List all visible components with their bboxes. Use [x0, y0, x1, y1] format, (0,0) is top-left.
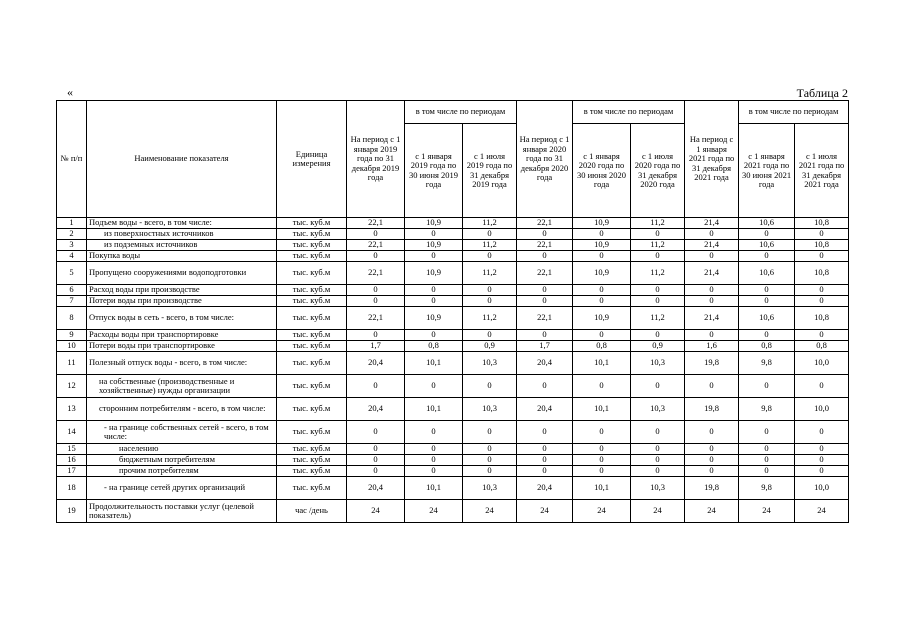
row-value: 0,8 — [573, 341, 631, 352]
row-value: 0 — [685, 285, 739, 296]
row-value: 10,6 — [739, 240, 795, 251]
row-value: 11,2 — [631, 262, 685, 285]
header-name: Наименование показателя — [87, 101, 277, 218]
row-value: 0 — [573, 421, 631, 444]
row-value: 0 — [739, 421, 795, 444]
row-number: 12 — [57, 375, 87, 398]
row-value: 0 — [573, 466, 631, 477]
row-value: 0,9 — [631, 341, 685, 352]
row-value: 0 — [405, 466, 463, 477]
row-number: 6 — [57, 285, 87, 296]
row-value: 0 — [347, 375, 405, 398]
row-value: 0 — [739, 375, 795, 398]
row-value: 0 — [795, 296, 849, 307]
row-value: 19,8 — [685, 352, 739, 375]
row-value: 10,9 — [573, 240, 631, 251]
row-unit: тыс. куб.м — [277, 307, 347, 330]
row-number: 1 — [57, 218, 87, 229]
row-value: 0 — [405, 229, 463, 240]
row-value: 10,1 — [405, 398, 463, 421]
row-value: 0 — [739, 455, 795, 466]
row-value: 0 — [685, 229, 739, 240]
row-value: 0 — [573, 455, 631, 466]
row-indicator-name: Потери воды при транспортировке — [87, 341, 277, 352]
row-value: 0 — [463, 444, 517, 455]
row-value: 21,4 — [685, 240, 739, 251]
water-balance-table — [56, 100, 849, 523]
row-value: 10,1 — [573, 352, 631, 375]
header-2021-total: На период с 1 января 2021 года по 31 декабря 2021 года — [685, 101, 739, 218]
row-value: 0 — [463, 421, 517, 444]
header-2020-h2: с 1 июля 2020 года по 31 декабря 2020 года — [631, 124, 685, 218]
row-value: 22,1 — [517, 262, 573, 285]
row-value: 0 — [405, 375, 463, 398]
row-value: 0 — [685, 466, 739, 477]
header-2019-h2: с 1 июля 2019 года по 31 декабря 2019 года — [463, 124, 517, 218]
row-value: 1,7 — [517, 341, 573, 352]
table-row — [57, 251, 849, 262]
row-value: 0 — [463, 330, 517, 341]
row-value: 10,9 — [573, 262, 631, 285]
row-number: 16 — [57, 455, 87, 466]
table-row — [57, 500, 849, 523]
row-value: 22,1 — [347, 307, 405, 330]
row-value: 0 — [517, 455, 573, 466]
header-unit: Единица измерения — [277, 101, 347, 218]
table-row — [57, 218, 849, 229]
row-number: 11 — [57, 352, 87, 375]
row-value: 1,6 — [685, 341, 739, 352]
row-value: 0 — [463, 251, 517, 262]
row-value: 10,3 — [463, 398, 517, 421]
row-value: 0 — [739, 444, 795, 455]
row-value: 0 — [739, 296, 795, 307]
row-number: 9 — [57, 330, 87, 341]
row-value: 10,8 — [795, 218, 849, 229]
row-number: 3 — [57, 240, 87, 251]
row-indicator-name: Подъем воды - всего, в том числе: — [87, 218, 277, 229]
row-value: 22,1 — [517, 218, 573, 229]
row-value: 0 — [795, 330, 849, 341]
row-value: 0 — [517, 251, 573, 262]
row-value: 10,0 — [795, 352, 849, 375]
row-value: 10,0 — [795, 398, 849, 421]
table-row — [57, 352, 849, 375]
row-indicator-name: - на границе собственных сетей - всего, в том числе: — [87, 421, 277, 444]
table-row — [57, 240, 849, 251]
row-value: 0 — [573, 296, 631, 307]
row-value: 0 — [347, 455, 405, 466]
row-value: 0 — [347, 251, 405, 262]
row-unit: тыс. куб.м — [277, 240, 347, 251]
row-value: 9,8 — [739, 477, 795, 500]
row-value: 0 — [795, 285, 849, 296]
row-value: 24 — [405, 500, 463, 523]
row-value: 24 — [685, 500, 739, 523]
row-value: 10,0 — [795, 477, 849, 500]
row-value: 0 — [573, 444, 631, 455]
table-caption: Таблица 2 — [796, 86, 848, 100]
row-indicator-name: бюджетным потребителям — [87, 455, 277, 466]
table-row — [57, 455, 849, 466]
row-value: 0 — [405, 296, 463, 307]
row-value: 0 — [347, 444, 405, 455]
row-value: 0 — [573, 285, 631, 296]
row-value: 0 — [405, 444, 463, 455]
row-unit: тыс. куб.м — [277, 398, 347, 421]
row-value: 22,1 — [347, 240, 405, 251]
row-value: 19,8 — [685, 398, 739, 421]
row-value: 0 — [347, 229, 405, 240]
row-value: 21,4 — [685, 218, 739, 229]
header-2021-h1: с 1 января 2021 года по 30 июня 2021 года — [739, 124, 795, 218]
row-value: 0 — [631, 444, 685, 455]
row-value: 10,9 — [405, 218, 463, 229]
row-value: 11,2 — [463, 240, 517, 251]
row-value: 22,1 — [517, 307, 573, 330]
row-value: 0 — [795, 251, 849, 262]
row-value: 0 — [517, 375, 573, 398]
row-value: 0 — [685, 444, 739, 455]
row-unit: тыс. куб.м — [277, 466, 347, 477]
row-value: 10,1 — [573, 477, 631, 500]
row-unit: тыс. куб.м — [277, 375, 347, 398]
row-value: 10,1 — [405, 477, 463, 500]
table-row — [57, 262, 849, 285]
row-value: 0 — [517, 444, 573, 455]
row-number: 14 — [57, 421, 87, 444]
row-indicator-name: Расходы воды при транспортировке — [87, 330, 277, 341]
row-value: 0 — [347, 421, 405, 444]
table-row — [57, 444, 849, 455]
row-value: 10,9 — [573, 307, 631, 330]
row-value: 10,6 — [739, 262, 795, 285]
row-value: 0 — [517, 285, 573, 296]
row-value: 10,8 — [795, 240, 849, 251]
row-value: 21,4 — [685, 307, 739, 330]
row-value: 0 — [739, 229, 795, 240]
row-value: 0 — [517, 421, 573, 444]
row-value: 0 — [685, 330, 739, 341]
row-value: 0 — [685, 251, 739, 262]
row-value: 11,2 — [463, 262, 517, 285]
row-value: 10,1 — [573, 398, 631, 421]
row-unit: тыс. куб.м — [277, 477, 347, 500]
row-value: 0 — [631, 330, 685, 341]
row-indicator-name: сторонним потребителям - всего, в том числе: — [87, 398, 277, 421]
row-value: 22,1 — [347, 218, 405, 229]
row-indicator-name: из подземных источников — [87, 240, 277, 251]
row-unit: тыс. куб.м — [277, 218, 347, 229]
row-value: 0 — [463, 375, 517, 398]
row-value: 0 — [405, 455, 463, 466]
row-value: 0 — [347, 466, 405, 477]
row-unit: тыс. куб.м — [277, 229, 347, 240]
table-header — [57, 101, 849, 218]
row-number: 15 — [57, 444, 87, 455]
table-row — [57, 285, 849, 296]
row-unit: тыс. куб.м — [277, 330, 347, 341]
header-num: № п/п — [57, 101, 87, 218]
row-value: 0 — [685, 455, 739, 466]
row-value: 24 — [631, 500, 685, 523]
row-value: 10,3 — [631, 398, 685, 421]
row-value: 11,2 — [463, 307, 517, 330]
row-value: 24 — [573, 500, 631, 523]
row-value: 0 — [463, 455, 517, 466]
row-unit: тыс. куб.м — [277, 262, 347, 285]
header-row-1 — [57, 101, 849, 124]
row-value: 0 — [573, 330, 631, 341]
row-value: 10,6 — [739, 218, 795, 229]
row-value: 11,2 — [463, 218, 517, 229]
row-value: 0 — [631, 229, 685, 240]
row-value: 0 — [631, 455, 685, 466]
row-value: 0 — [631, 421, 685, 444]
row-number: 8 — [57, 307, 87, 330]
row-value: 1,7 — [347, 341, 405, 352]
row-value: 24 — [347, 500, 405, 523]
row-indicator-name: прочим потребителям — [87, 466, 277, 477]
header-2020-sub-label: в том числе по периодам — [573, 101, 685, 124]
table-row — [57, 477, 849, 500]
row-indicator-name: Расход воды при производстве — [87, 285, 277, 296]
row-number: 5 — [57, 262, 87, 285]
row-number: 4 — [57, 251, 87, 262]
row-number: 19 — [57, 500, 87, 523]
table-body — [57, 218, 849, 523]
row-unit: тыс. куб.м — [277, 296, 347, 307]
row-value: 0 — [517, 229, 573, 240]
row-value: 9,8 — [739, 398, 795, 421]
row-value: 10,8 — [795, 307, 849, 330]
row-value: 0 — [739, 466, 795, 477]
row-value: 20,4 — [517, 352, 573, 375]
table-row — [57, 375, 849, 398]
row-value: 0 — [463, 229, 517, 240]
row-value: 20,4 — [347, 352, 405, 375]
header-2019-h1: с 1 января 2019 года по 30 июня 2019 года — [405, 124, 463, 218]
row-value: 0 — [631, 251, 685, 262]
row-value: 0 — [517, 296, 573, 307]
row-value: 0 — [685, 375, 739, 398]
row-unit: час /день — [277, 500, 347, 523]
row-indicator-name: - на границе сетей других организаций — [87, 477, 277, 500]
row-indicator-name: Полезный отпуск воды - всего, в том числе: — [87, 352, 277, 375]
row-value: 20,4 — [347, 477, 405, 500]
row-value: 0,8 — [795, 341, 849, 352]
row-value: 0 — [517, 330, 573, 341]
row-value: 0 — [795, 444, 849, 455]
row-unit: тыс. куб.м — [277, 455, 347, 466]
row-number: 18 — [57, 477, 87, 500]
row-value: 0 — [795, 375, 849, 398]
row-value: 24 — [795, 500, 849, 523]
row-value: 24 — [739, 500, 795, 523]
row-value: 10,1 — [405, 352, 463, 375]
row-value: 0 — [517, 466, 573, 477]
row-value: 22,1 — [517, 240, 573, 251]
row-value: 0 — [405, 421, 463, 444]
row-indicator-name: из поверхностных источников — [87, 229, 277, 240]
row-value: 0 — [795, 466, 849, 477]
row-value: 21,4 — [685, 262, 739, 285]
row-value: 0 — [795, 455, 849, 466]
row-value: 0,8 — [739, 341, 795, 352]
row-indicator-name: населению — [87, 444, 277, 455]
row-value: 0 — [685, 421, 739, 444]
row-unit: тыс. куб.м — [277, 341, 347, 352]
row-value: 24 — [517, 500, 573, 523]
row-number: 2 — [57, 229, 87, 240]
row-value: 10,3 — [631, 477, 685, 500]
table-row — [57, 466, 849, 477]
row-value: 0 — [463, 296, 517, 307]
row-value: 0 — [347, 330, 405, 341]
row-value: 10,9 — [405, 240, 463, 251]
row-value: 10,3 — [463, 352, 517, 375]
header-2021-sub-label: в том числе по периодам — [739, 101, 849, 124]
table-row — [57, 307, 849, 330]
row-unit: тыс. куб.м — [277, 444, 347, 455]
row-value: 0 — [739, 285, 795, 296]
row-indicator-name: Потери воды при производстве — [87, 296, 277, 307]
row-value: 0 — [739, 251, 795, 262]
row-value: 24 — [463, 500, 517, 523]
row-value: 0 — [463, 466, 517, 477]
row-unit: тыс. куб.м — [277, 421, 347, 444]
row-number: 17 — [57, 466, 87, 477]
row-value: 10,8 — [795, 262, 849, 285]
table-row — [57, 421, 849, 444]
row-value: 19,8 — [685, 477, 739, 500]
row-value: 0 — [795, 229, 849, 240]
table-row — [57, 296, 849, 307]
row-value: 0 — [631, 466, 685, 477]
row-value: 0 — [795, 421, 849, 444]
row-unit: тыс. куб.м — [277, 285, 347, 296]
row-value: 20,4 — [347, 398, 405, 421]
header-2019-sub-label: в том числе по периодам — [405, 101, 517, 124]
row-value: 0 — [347, 296, 405, 307]
row-value: 0 — [739, 330, 795, 341]
header-2020-total: На период с 1 января 2020 года по 31 декабря 2020 года — [517, 101, 573, 218]
row-value: 10,3 — [463, 477, 517, 500]
table-row — [57, 330, 849, 341]
row-value: 0 — [631, 285, 685, 296]
row-value: 11,2 — [631, 307, 685, 330]
row-value: 11,2 — [631, 218, 685, 229]
table-row — [57, 398, 849, 421]
row-value: 9,8 — [739, 352, 795, 375]
header-2021-h2: с 1 июля 2021 года по 31 декабря 2021 года — [795, 124, 849, 218]
opening-quote-mark: « — [67, 85, 73, 99]
row-value: 10,9 — [405, 262, 463, 285]
row-value: 0 — [685, 296, 739, 307]
row-value: 11,2 — [631, 240, 685, 251]
row-value: 0 — [405, 330, 463, 341]
row-unit: тыс. куб.м — [277, 352, 347, 375]
row-unit: тыс. куб.м — [277, 251, 347, 262]
row-indicator-name: Отпуск воды в сеть - всего, в том числе: — [87, 307, 277, 330]
row-value: 10,3 — [631, 352, 685, 375]
row-value: 10,9 — [573, 218, 631, 229]
row-indicator-name: на собственные (производственные и хозяйственные) нужды организации — [87, 375, 277, 398]
row-value: 0 — [631, 296, 685, 307]
row-value: 0,8 — [405, 341, 463, 352]
row-value: 0 — [463, 285, 517, 296]
row-indicator-name: Пропущено сооружениями водоподготовки — [87, 262, 277, 285]
row-value: 10,6 — [739, 307, 795, 330]
row-value: 0 — [405, 251, 463, 262]
row-number: 13 — [57, 398, 87, 421]
row-value: 0 — [405, 285, 463, 296]
row-indicator-name: Продолжительность поставки услуг (целевой показатель) — [87, 500, 277, 523]
row-value: 22,1 — [347, 262, 405, 285]
header-2019-total: На период с 1 января 2019 года по 31 декабря 2019 года — [347, 101, 405, 218]
table-row — [57, 229, 849, 240]
row-number: 10 — [57, 341, 87, 352]
row-value: 20,4 — [517, 477, 573, 500]
row-value: 0 — [631, 375, 685, 398]
row-value: 0 — [573, 375, 631, 398]
row-value: 20,4 — [517, 398, 573, 421]
table-row — [57, 341, 849, 352]
row-value: 0,9 — [463, 341, 517, 352]
row-value: 0 — [573, 229, 631, 240]
header-2020-h1: с 1 января 2020 года по 30 июня 2020 года — [573, 124, 631, 218]
row-value: 0 — [573, 251, 631, 262]
row-value: 0 — [347, 285, 405, 296]
row-number: 7 — [57, 296, 87, 307]
row-value: 10,9 — [405, 307, 463, 330]
row-indicator-name: Покупка воды — [87, 251, 277, 262]
